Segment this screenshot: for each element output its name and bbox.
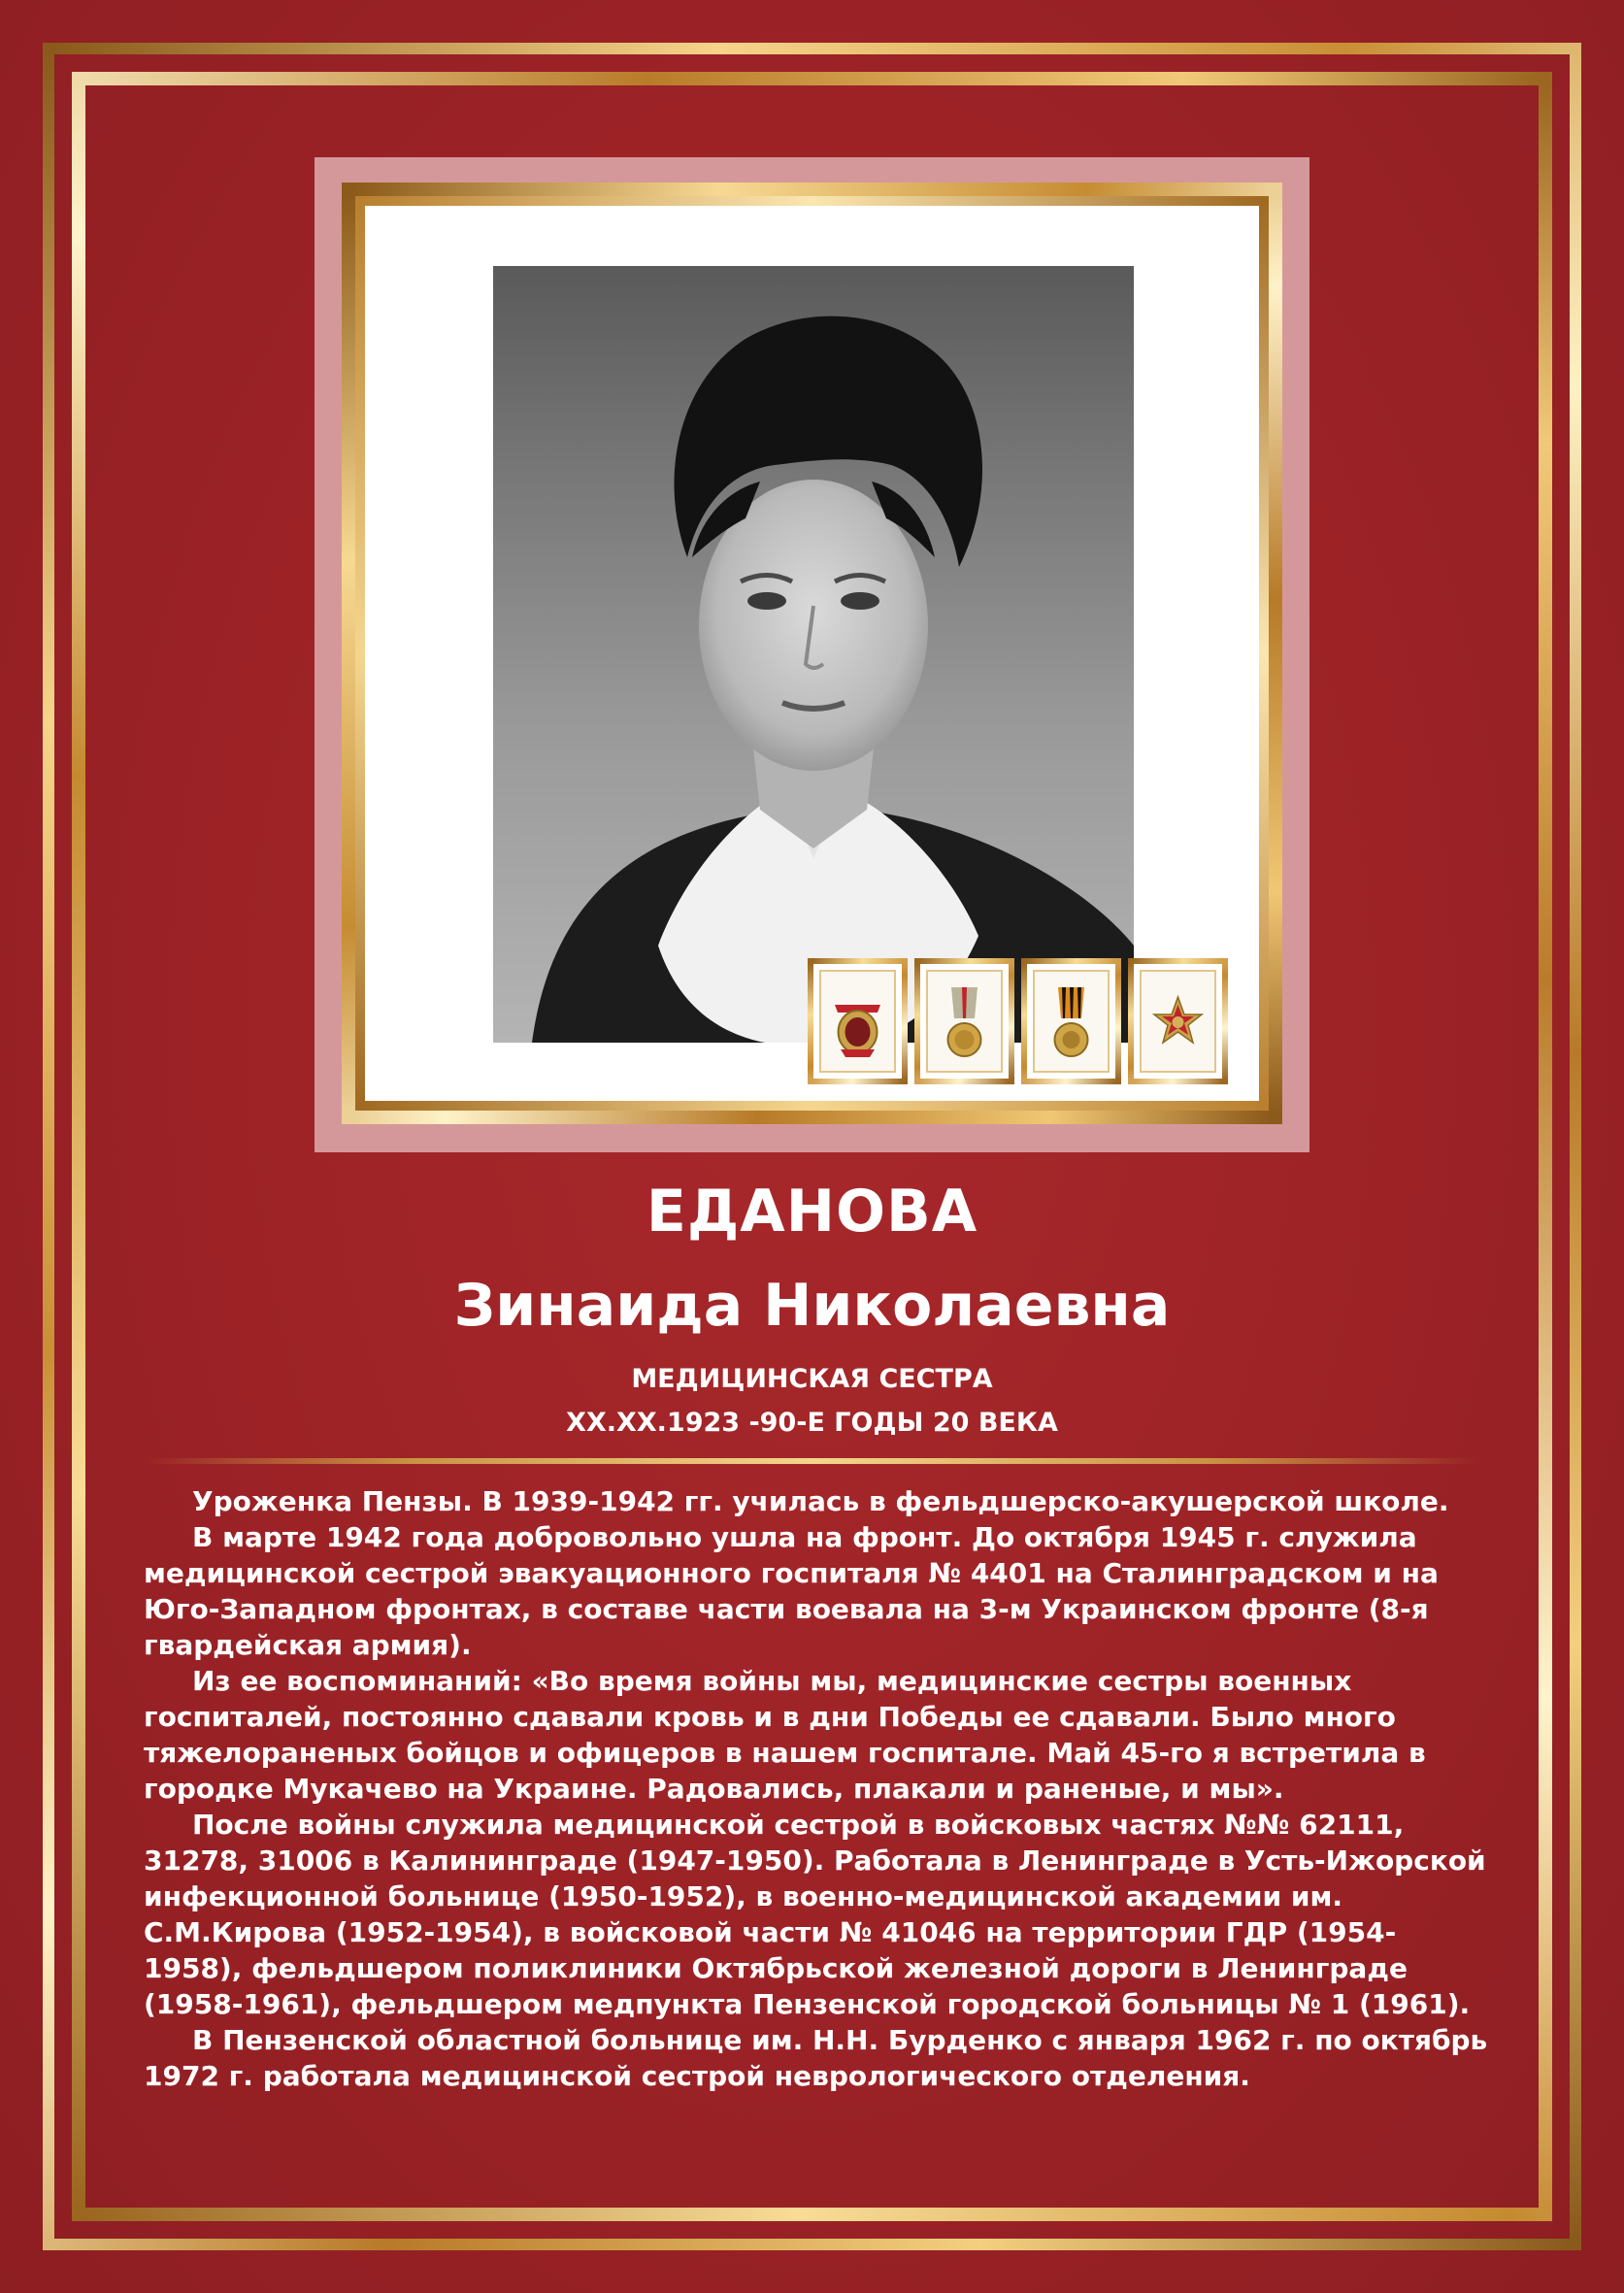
guards-badge-icon: [813, 964, 902, 1079]
medal-card-stalingrad: [914, 958, 1014, 1084]
medal-card-victory: [1021, 958, 1121, 1084]
order-of-patriotic-war-icon: [1134, 964, 1222, 1079]
medal-card-guards: [808, 958, 908, 1084]
gold-divider: [146, 1458, 1477, 1464]
biography-text: [144, 1483, 1493, 2094]
bio-paragraph: Уроженка Пензы. В 1939-1942 гг. училась в фельдшерско-акушерской школе.: [192, 1485, 1449, 1517]
bio-paragraph: В марте 1942 года добровольно ушла на фронт. До октября 1945 г. служила медицинской сестрой эвакуационного госпиталя № 4401 на Сталинградском и на Юго-Западном фронтах, в составе части воевала на 3-м Украинском фронте (8-я гвардейская армия).: [144, 1521, 1439, 1661]
bio-paragraph: Из ее воспоминаний: «Во время войны мы, медицинские сестры военных госпиталей, постоянно сдавали кровь и в дни Победы ее сдавали. Было много тяжелораненых бойцов и офицеров в нашем госпитале. Май 45-го я встретила в городке Мукачево на Украине. Радовались, плакали и раненые, и мы».: [144, 1665, 1426, 1805]
given-names-heading: Зинаида Николаевна: [453, 1272, 1171, 1340]
bio-paragraph: В Пензенской областной больнице им. Н.Н. Бурденко с января 1962 г. по октябрь 1972 г. работала медицинской сестрой неврологического отделения.: [144, 2024, 1488, 2092]
bio-paragraph: После войны служила медицинской сестрой в войсковых частях №№ 62111, 31278, 31006 в Калининграде (1947-1950). Работала в Ленинграде в Усть-Ижорской инфекционной больнице (1950-1952), в военно-медицинской академии им. С.М.Кирова (1952-1954), в войсковой части № 41046 на территории ГДР (1954-1958), фельдшером поликлиники Октябрьской железной дороги в Ленинграде (1958-1961), фельдшером медпункта Пензенской городской больницы № 1 (1961).: [144, 1809, 1486, 2020]
portrait-illustration: [493, 266, 1134, 1043]
victory-over-germany-medal-icon: [1027, 964, 1115, 1079]
life-dates: ХХ.ХХ.1923 -90-Е ГОДЫ 20 ВЕКА: [566, 1408, 1058, 1438]
role-subtitle: МЕДИЦИНСКАЯ СЕСТРА: [631, 1364, 993, 1394]
medal-card-patriotic-war: [1128, 958, 1228, 1084]
portrait-photo: [493, 266, 1134, 1043]
surname-heading: ЕДАНОВА: [646, 1178, 978, 1246]
defense-of-stalingrad-medal-icon: [920, 964, 1009, 1079]
